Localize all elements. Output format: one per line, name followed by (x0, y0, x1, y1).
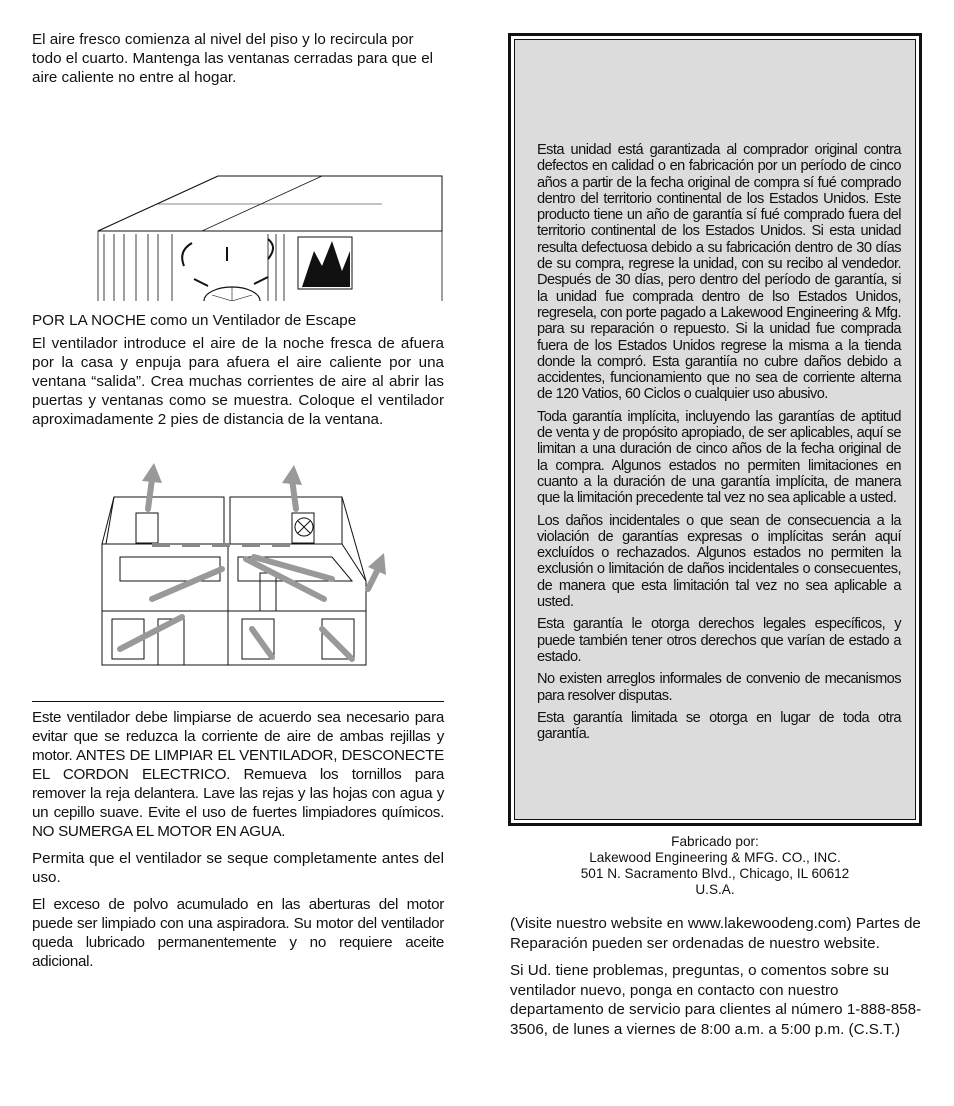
warranty-box (508, 33, 922, 826)
website-paragraph: (Visite nuestro website en www.lakewoodeng.com) Partes de Reparación pueden ser ordenadas de nuestro website. (510, 915, 921, 952)
cleaning-paragraph-1: Este ventilador debe limpiarse de acuerdo sea necesario para evitar que se reduzca la corriente de aire de ambas rejillas y motor. ANTES DE LIMPIAR EL VENTILADOR, DESCONECTE EL CORDON ELECTRICO. Remueva los tornillos para remover la reja delantera. Lave las rejas y las hojas con agua y un cepillo suave. Evite el uso de fuertes limpiadores químicos. NO SUMERGA EL MOTOR EN AGUA. (32, 709, 444, 840)
manufacturer-address: 501 N. Sacramento Blvd., Chicago, IL 60612 (580, 866, 850, 881)
warranty-panel (514, 39, 916, 820)
contact-block (510, 914, 922, 1047)
section-divider (32, 701, 444, 702)
night-heading: POR LA NOCHE como un Ventilador de Escape (32, 312, 357, 329)
warranty-paragraph-4: Esta garantía le otorga derechos legales específicos, y puede también tener otros derechos que varían de estado a estado. (537, 616, 901, 665)
warranty-paragraph-3: Los daños incidentales o que sean de consecuencia a la violación de garantías expresas o implícitas serán aquí excluídos o rechazados. Algunos estados no permiten la exclusión o limitación de daños incidentales o consecuentes, de manera que esta limitación tal vez no sea aplicable a usted. (537, 512, 901, 611)
warranty-paragraph-2: Toda garantía implícita, incluyendo las garantías de aptitud de venta y de propósito apropiado, de ser aplicables, aquí se limitan a una duración de cinco años de la fecha original de la compra. Algunos estados no permiten limitaciones en cuanto a la duración de una garantía implícita, de manera que la limitación precedente tal vez no sea aplicable a usted. (537, 408, 901, 507)
manufacturer-label: Fabricado por: (671, 834, 759, 849)
warranty-paragraph-1: Esta unidad está garantizada al comprador original contra defectos en calidad o en fabricación por un período de cinco años a partir de la fecha original de compra sí fué comprado dentro del territorio continental de los Estados Unidos. Este producto tiene un año de garantía sí fué comprado fuera del territorio continental de los Estados Unidos. Si esta unidad resulta defectuosa debido a su fabricación dentro de 30 días de su compra, regrese la unidad, con su recibo al vendedor. Después de 30 días, pero dentro del período de garantía, si la unidad fue comprada dentro de lso Estados Unidos, regresela, con porte pagado a Lakewood Engineering & Mfg. para su reparación o repuesto. Si la unidad fue comprada fuera de los Estados Unidos regrese la misma a la tienda donde la compró. Esta garantiía no cubre daños debido a accidentes, funcionamiento que no sea de corriente alterna de 120 Vatios, 60 Ciclos o cualquier uso abusivo. (537, 142, 901, 403)
cleaning-paragraph-3: El exceso de polvo acumulado en las aberturas del motor puede ser limpiado con una aspiradora. Su motor del ventilador queda lubricado permanentemente y no requiere aceite adicional. (32, 896, 444, 970)
house-airflow-diagram (32, 449, 444, 679)
service-paragraph: Si Ud. tiene problemas, preguntas, o comentos sobre su ventilador nuevo, ponga en contacto con nuestro departamento de servicio para clientes al número 1-888-858-3506, de lunes a viernes de 8:00 a.m. a 5:00 p.m. (C.S.T.) (510, 962, 922, 1038)
night-paragraph: El ventilador introduce el aire de la noche fresca de afuera por la casa y enpuja para afuera el aire caliente por una ventana “salida”. Crea muchas corrientes de aire al abrir las puertas y ventanas como se muestra. Coloque el ventilador aproximadamente 2 pies de distancia de la ventana. (32, 335, 444, 428)
cleaning-paragraph-2: Permita que el ventilador se seque completamente antes del uso. (32, 850, 444, 886)
room-fan-illustration (32, 101, 444, 301)
warranty-paragraph-6: Esta garantía limitada se otorga en lugar de toda otra garantía. (537, 709, 901, 743)
warranty-paragraph-5: No existen arreglos informales de convenio de mecanismos para resolver disputas. (537, 671, 901, 704)
warranty-text (537, 142, 901, 748)
manufacturer-block (508, 834, 922, 898)
manufacturer-name: Lakewood Engineering & MFG. CO., INC. (589, 850, 841, 865)
intro-paragraph: El aire fresco comienza al nivel del piso y lo recircula por todo el cuarto. Mantenga las ventanas cerradas para que el aire caliente no entre al hogar. (32, 31, 434, 86)
left-column (32, 30, 444, 979)
manufacturer-country: U.S.A. (695, 882, 735, 897)
